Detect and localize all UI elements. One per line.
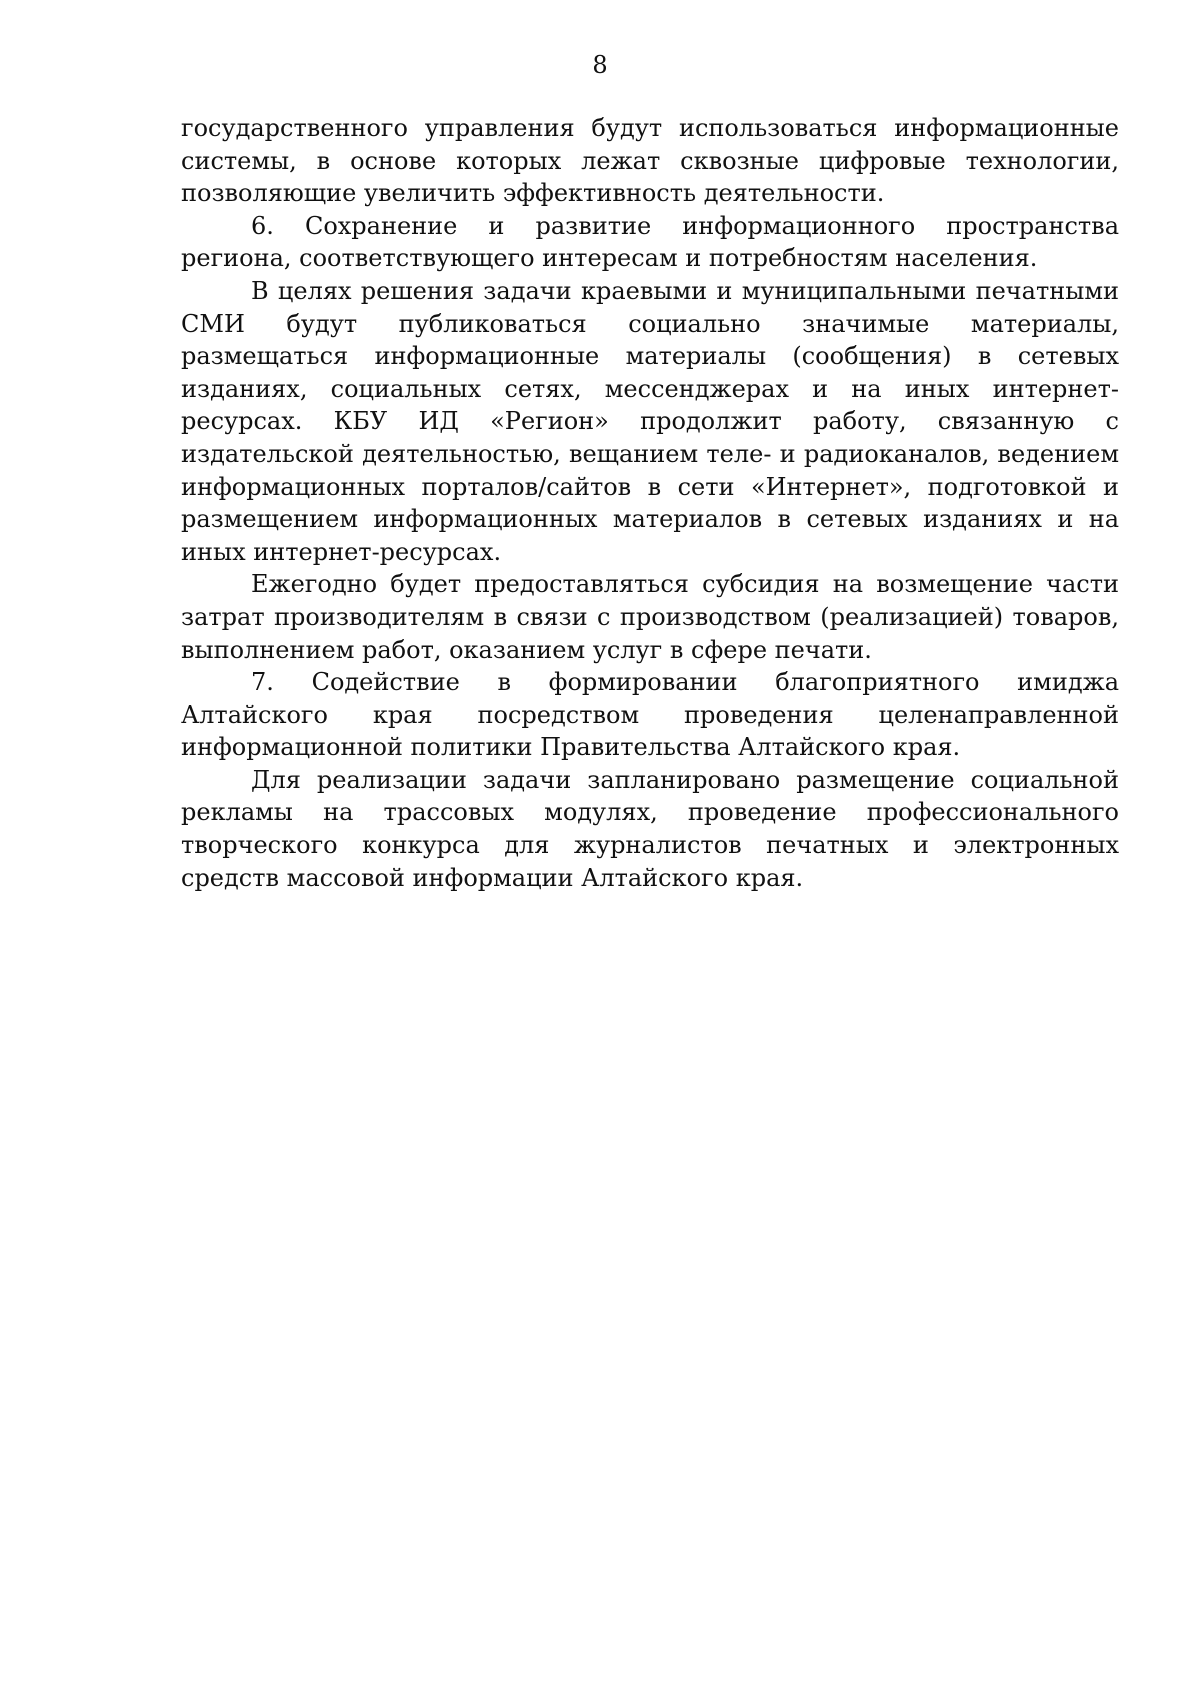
paragraph-task-7: 7. Содействие в формировании благоприятного имиджа Алтайского края посредством проведения целенаправленной информационной политики Правительства Алтайского края.: [181, 668, 1119, 762]
body-text: [181, 112, 1119, 894]
paragraph-task-7-measures: Для реализации задачи запланировано размещение социальной рекламы на трассовых модулях, проведение профессионального творческого конкурса для журналистов печатных и электронных средств массовой информации Алтайского края.: [181, 765, 1119, 892]
paragraph-task-6: 6. Сохранение и развитие информационного пространства региона, соответствующего интересам и потребностям населения.: [181, 211, 1119, 273]
paragraph-continuation: государственного управления будут использоваться информационные системы, в основе которых лежат сквозные цифровые технологии, позволяющие увеличить эффективность деятельности.: [181, 114, 1119, 208]
paragraph-subsidy: Ежегодно будет предоставляться субсидия на возмещение части затрат производителям в связи с производством (реализацией) товаров, выполнением работ, оказанием услуг в сфере печати.: [181, 570, 1119, 664]
paragraph-task-6-measures: В целях решения задачи краевыми и муниципальными печатными СМИ будут публиковаться социально значимые материалы, размещаться информационные материалы (сообщения) в сетевых изданиях, социальных сетях, мессенджерах и на иных интернет-ресурсах. КБУ ИД «Регион» продолжит работу, связанную с издательской деятельностью, вещанием теле- и радиоканалов, ведением информационных порталов/сайтов в сети «Интернет», подготовкой и размещением информационных материалов в сетевых изданиях и на иных интернет-ресурсах.: [181, 276, 1119, 566]
page-number: 8: [592, 51, 608, 79]
